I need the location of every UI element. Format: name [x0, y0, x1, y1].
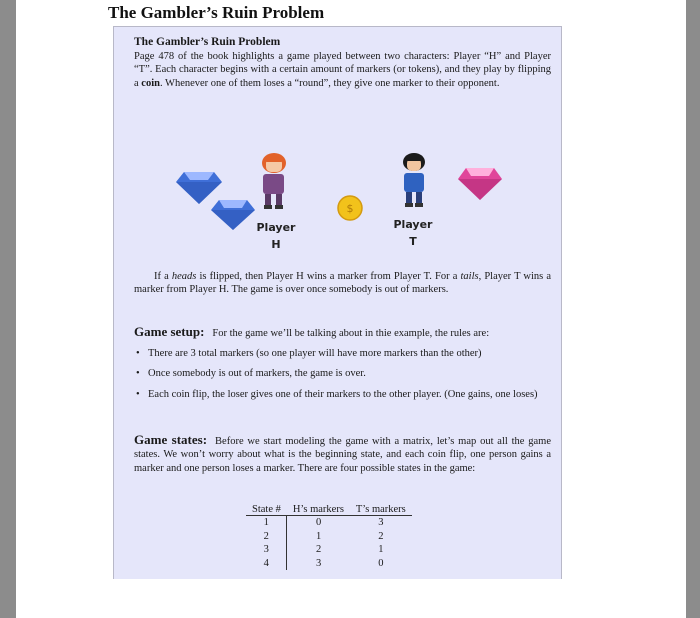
table-header: T’s markers	[350, 504, 412, 516]
table-cell: 2	[316, 544, 322, 555]
table-cell: 4	[246, 557, 287, 571]
illustration-graphics	[114, 152, 561, 257]
table-cell: 2	[246, 530, 287, 544]
table-row	[246, 543, 412, 557]
game-states-section	[134, 433, 551, 475]
game-illustration	[114, 152, 561, 257]
states-table	[246, 504, 412, 570]
rules-list	[134, 347, 554, 408]
blue-gem-icon	[176, 172, 222, 204]
table-cell: 2	[378, 530, 384, 542]
player-t-label: Player T	[393, 218, 433, 248]
table-header: H’s markers	[287, 504, 350, 516]
page-title: The Gambler’s Ruin Problem	[108, 3, 325, 22]
table-header-row	[246, 504, 412, 516]
pink-gem-icon	[458, 168, 502, 200]
list-item: • There are 3 total markers (so one player will have more markers than the other)	[136, 348, 482, 359]
intro-paragraph: Page 478 of the book highlights a game played between two characters: Player “H” and Player “T”. Each character begins with a certain amount of markers (or tokens), and they play by flipping a coin. Whenever one of them loses a “round”, they give one marker to their opponent.	[134, 51, 551, 89]
game-states-text: Before we start modeling the game with a matrix, let’s map out all the game states. We won’t worry about what is the beginning state, and each coin flip, one person gains a marker and one person loses a marker. There are four possible states in the game:	[134, 436, 551, 474]
table-cell: 3	[378, 517, 384, 528]
player-t-character-icon	[403, 153, 425, 207]
game-setup-text: For the game we’ll be talking about in thie example, the rules are:	[212, 328, 490, 339]
table-row	[246, 530, 412, 544]
table-header: State #	[246, 504, 287, 516]
blue-gem-icon	[211, 200, 255, 230]
coin-flip-paragraph: If a heads is flipped, then Player H wins a marker from Player T. For a tails, Player T wins a marker from Player H. The game is over once somebody is out of markers.	[134, 271, 551, 296]
coin-icon	[338, 196, 362, 220]
table-cell: 3	[316, 557, 322, 569]
table-cell: 0	[378, 557, 384, 569]
table-cell: 1	[316, 530, 322, 542]
list-item: • Once somebody is out of markers, the game is over.	[136, 368, 366, 380]
svg-text:$: $	[346, 202, 354, 215]
game-states-heading: Game states:	[134, 432, 208, 447]
table-cell: 3	[246, 543, 287, 557]
table-cell: 1	[378, 544, 384, 555]
card-heading: The Gambler’s Ruin Problem	[134, 36, 281, 48]
game-setup-heading: Game setup:	[134, 324, 205, 339]
player-h-character-icon	[262, 153, 286, 209]
table-cell: 0	[316, 517, 322, 528]
table-row	[246, 557, 412, 571]
list-item: • Each coin flip, the loser gives one of their markers to the other player. (One gains, one loses)	[136, 388, 538, 400]
table-row	[246, 516, 412, 530]
document-page	[16, 0, 686, 618]
player-h-label: Player H	[256, 221, 296, 251]
table-cell: 1	[246, 516, 287, 530]
content-card	[113, 26, 562, 579]
game-setup-section	[134, 324, 551, 340]
